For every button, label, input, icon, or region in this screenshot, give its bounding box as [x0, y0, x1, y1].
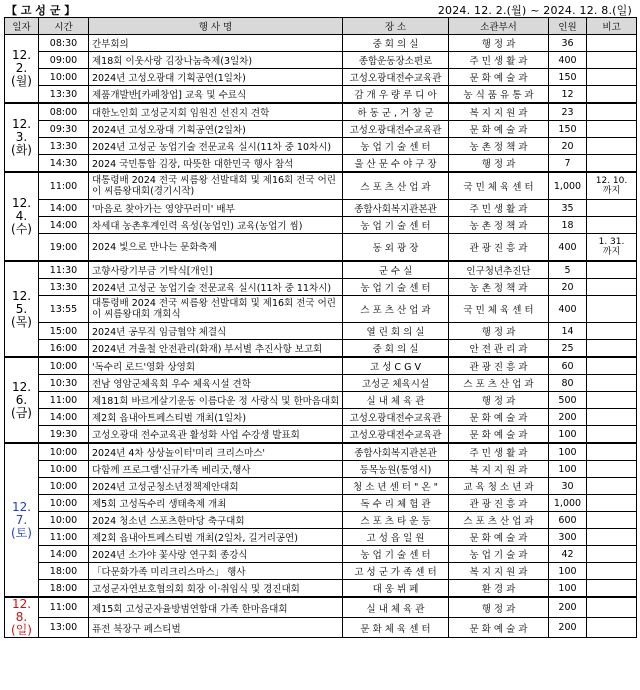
- place-cell: 고성오광대전수교육관: [343, 426, 449, 444]
- time-cell: 14:00: [39, 200, 89, 217]
- dept-cell: 복 지 지 원 과: [449, 563, 549, 580]
- count-cell: 500: [549, 392, 587, 409]
- day-cell: 12. 3. (화): [5, 103, 39, 172]
- count-cell: 150: [549, 69, 587, 86]
- dept-cell: 스 포 츠 산 업 과: [449, 375, 549, 392]
- table-row: [5, 426, 637, 444]
- note-cell: [587, 323, 637, 340]
- place-cell: 고성오광대전수교육관: [343, 121, 449, 138]
- table-row: [5, 546, 637, 563]
- place-cell: 등목농원(통영시): [343, 461, 449, 478]
- schedule-body: [5, 35, 637, 638]
- place-cell: 스 포 츠 산 업 과: [343, 296, 449, 323]
- event-cell: '독수리 로드'영화 상영회: [89, 357, 343, 375]
- count-cell: 400: [549, 296, 587, 323]
- table-row: [5, 323, 637, 340]
- col-header-note: 비고: [587, 18, 637, 35]
- place-cell: 종합운동장소편로: [343, 52, 449, 69]
- dept-cell: 안 전 관 리 과: [449, 340, 549, 358]
- dept-cell: 국 민 체 육 센 터: [449, 172, 549, 200]
- place-cell: 종합사회복지관본관: [343, 200, 449, 217]
- place-cell: 중 회 의 실: [343, 35, 449, 52]
- dept-cell: 주 민 생 활 과: [449, 52, 549, 69]
- event-cell: 2024년 공무직 임금협약 체결식: [89, 323, 343, 340]
- place-cell: 중 회 의 실: [343, 340, 449, 358]
- dept-cell: 행 정 과: [449, 392, 549, 409]
- note-cell: [587, 512, 637, 529]
- note-cell: [587, 279, 637, 296]
- event-cell: 2024년 고성군청소년정책제안대회: [89, 478, 343, 495]
- event-cell: 고성오광대 전수교육관 활성화 사업 수강생 발표회: [89, 426, 343, 444]
- event-cell: 2024년 겨울철 안전관리(화재) 부서별 추진사항 보고회: [89, 340, 343, 358]
- count-cell: 600: [549, 512, 587, 529]
- event-cell: 차세대 농촌후계인력 육성(농업인) 교육(농업기 씸): [89, 217, 343, 234]
- note-cell: [587, 86, 637, 104]
- note-cell: [587, 529, 637, 546]
- time-cell: 14:00: [39, 217, 89, 234]
- time-cell: 18:00: [39, 563, 89, 580]
- count-cell: 12: [549, 86, 587, 104]
- dept-cell: 행 정 과: [449, 35, 549, 52]
- time-cell: 08:00: [39, 103, 89, 121]
- note-cell: [587, 618, 637, 638]
- dept-cell: 농 촌 정 책 과: [449, 217, 549, 234]
- table-row: [5, 580, 637, 598]
- note-cell: [587, 426, 637, 444]
- note-cell: [587, 597, 637, 618]
- table-row: [5, 296, 637, 323]
- count-cell: 20: [549, 279, 587, 296]
- event-cell: 대한노인회 고성군지회 임원진 선진지 견학: [89, 103, 343, 121]
- table-row: [5, 478, 637, 495]
- note-cell: [587, 35, 637, 52]
- schedule-table: [4, 17, 637, 638]
- event-cell: 2024년 고성오광대 기획공연(1일차): [89, 69, 343, 86]
- time-cell: 10:00: [39, 461, 89, 478]
- dept-cell: 국 민 체 육 센 터: [449, 296, 549, 323]
- event-cell: 2024년 고성군 농업기술 전문교육 실시(11차 중 11차시): [89, 279, 343, 296]
- time-cell: 10:30: [39, 375, 89, 392]
- note-cell: 1. 31. 까지: [587, 234, 637, 262]
- count-cell: 80: [549, 375, 587, 392]
- place-cell: 청 소 년 센 터 " 온 ": [343, 478, 449, 495]
- event-cell: 제품개발반[카페창업] 교육 및 수료식: [89, 86, 343, 104]
- count-cell: 23: [549, 103, 587, 121]
- time-cell: 13:00: [39, 618, 89, 638]
- period-label: 2024. 12. 2.(월) ~ 2024. 12. 8.(일): [437, 4, 632, 17]
- event-cell: 다함께 프로그램'신규가족 베리굿,행사: [89, 461, 343, 478]
- dept-cell: 주 민 생 활 과: [449, 443, 549, 461]
- count-cell: 20: [549, 138, 587, 155]
- dept-cell: 문 화 예 술 과: [449, 618, 549, 638]
- header-row: [5, 18, 637, 35]
- dept-cell: 스 포 츠 산 업 과: [449, 512, 549, 529]
- table-row: [5, 512, 637, 529]
- table-row: [5, 495, 637, 512]
- place-cell: 독 수 리 체 험 관: [343, 495, 449, 512]
- dept-cell: 관 광 진 흥 과: [449, 357, 549, 375]
- event-cell: 대통령배 2024 전국 씨름왕 선발대회 및 제16회 전국 어린이 씨름왕대회 개회식: [89, 296, 343, 323]
- org-label: 【 고 성 군 】: [6, 4, 76, 17]
- event-cell: 간부회의: [89, 35, 343, 52]
- col-header-time: 시간: [39, 18, 89, 35]
- time-cell: 11:00: [39, 392, 89, 409]
- col-header-count: 인원: [549, 18, 587, 35]
- note-cell: [587, 69, 637, 86]
- col-header-day: 일자: [5, 18, 39, 35]
- time-cell: 10:00: [39, 357, 89, 375]
- dept-cell: 농 업 기 술 과: [449, 546, 549, 563]
- place-cell: 동 외 광 장: [343, 234, 449, 262]
- note-cell: [587, 340, 637, 358]
- place-cell: 열 린 회 의 실: [343, 323, 449, 340]
- place-cell: 종합사회복지관본관: [343, 443, 449, 461]
- place-cell: 스 포 츠 산 업 과: [343, 172, 449, 200]
- schedule-header: [4, 0, 636, 17]
- event-cell: 전남 영암군체육회 우수 체육시설 견학: [89, 375, 343, 392]
- count-cell: 30: [549, 478, 587, 495]
- place-cell: 실 내 체 육 관: [343, 597, 449, 618]
- note-cell: [587, 443, 637, 461]
- table-row: [5, 443, 637, 461]
- day-cell: 12. 2. (월): [5, 35, 39, 104]
- table-row: [5, 155, 637, 173]
- day-cell: 12. 6. (금): [5, 357, 39, 443]
- table-row: [5, 103, 637, 121]
- col-header-place: 장 소: [343, 18, 449, 35]
- time-cell: 10:00: [39, 495, 89, 512]
- time-cell: 18:00: [39, 580, 89, 598]
- time-cell: 13:30: [39, 86, 89, 104]
- event-cell: 2024년 고성오광대 기획공연(2일차): [89, 121, 343, 138]
- event-cell: 2024년 4차 상상놀이터'미리 크리스마스': [89, 443, 343, 461]
- dept-cell: 관 광 진 흥 과: [449, 495, 549, 512]
- place-cell: 농 업 기 술 센 터: [343, 279, 449, 296]
- dept-cell: 문 화 예 술 과: [449, 121, 549, 138]
- event-cell: 제2회 읍내아트페스티벌 개최(2일차, 길거리공연): [89, 529, 343, 546]
- col-header-dept: 소관부서: [449, 18, 549, 35]
- dept-cell: 문 화 예 술 과: [449, 409, 549, 426]
- count-cell: 400: [549, 234, 587, 262]
- time-cell: 11:00: [39, 597, 89, 618]
- count-cell: 200: [549, 618, 587, 638]
- count-cell: 35: [549, 200, 587, 217]
- table-row: [5, 409, 637, 426]
- note-cell: [587, 217, 637, 234]
- time-cell: 13:55: [39, 296, 89, 323]
- event-cell: '마음로 찾아가는 영양꾸러미' 배부: [89, 200, 343, 217]
- note-cell: [587, 138, 637, 155]
- table-row: [5, 375, 637, 392]
- note-cell: [587, 200, 637, 217]
- table-row: [5, 86, 637, 104]
- note-cell: [587, 261, 637, 279]
- count-cell: 150: [549, 121, 587, 138]
- table-row: [5, 52, 637, 69]
- count-cell: 200: [549, 409, 587, 426]
- table-row: [5, 172, 637, 200]
- event-cell: 제5회 고성독수리 생태축제 개최: [89, 495, 343, 512]
- day-cell: 12. 4. (수): [5, 172, 39, 261]
- count-cell: 36: [549, 35, 587, 52]
- time-cell: 14:00: [39, 546, 89, 563]
- count-cell: 25: [549, 340, 587, 358]
- place-cell: 문 화 체 육 센 터: [343, 618, 449, 638]
- note-cell: [587, 121, 637, 138]
- count-cell: 100: [549, 563, 587, 580]
- note-cell: [587, 155, 637, 173]
- table-row: [5, 121, 637, 138]
- table-row: [5, 69, 637, 86]
- dept-cell: 행 정 과: [449, 323, 549, 340]
- table-row: [5, 217, 637, 234]
- time-cell: 15:00: [39, 323, 89, 340]
- time-cell: 08:30: [39, 35, 89, 52]
- event-cell: 고성군자연보호협의회 회장 이·취임식 및 경진대회: [89, 580, 343, 598]
- event-cell: 2024 빛으로 만나는 문화축제: [89, 234, 343, 262]
- time-cell: 16:00: [39, 340, 89, 358]
- time-cell: 19:00: [39, 234, 89, 262]
- dept-cell: 복 지 지 원 과: [449, 461, 549, 478]
- day-cell: 12. 8. (일): [5, 597, 39, 638]
- place-cell: 고성오광대전수교육관: [343, 409, 449, 426]
- place-cell: 고 성 군 가 족 센 터: [343, 563, 449, 580]
- event-cell: 2024 국민통합 김장, 따뜻한 대한민국 행사 참석: [89, 155, 343, 173]
- place-cell: 고 성 C G V: [343, 357, 449, 375]
- note-cell: [587, 392, 637, 409]
- event-cell: 2024년 고성군 농업기술 전문교육 실시(11차 중 10차시): [89, 138, 343, 155]
- event-cell: 「다문화가족 미리크리스마스」 행사: [89, 563, 343, 580]
- event-cell: 고향사랑기부금 기탁식[개인]: [89, 261, 343, 279]
- count-cell: 100: [549, 443, 587, 461]
- note-cell: [587, 495, 637, 512]
- dept-cell: 행 정 과: [449, 155, 549, 173]
- place-cell: 농 업 기 술 센 터: [343, 138, 449, 155]
- table-row: [5, 340, 637, 358]
- time-cell: 14:30: [39, 155, 89, 173]
- time-cell: 19:30: [39, 426, 89, 444]
- place-cell: 스 포 츠 타 운 등: [343, 512, 449, 529]
- count-cell: 200: [549, 597, 587, 618]
- time-cell: 09:30: [39, 121, 89, 138]
- table-row: [5, 357, 637, 375]
- count-cell: 14: [549, 323, 587, 340]
- table-row: [5, 392, 637, 409]
- time-cell: 13:30: [39, 138, 89, 155]
- note-cell: [587, 563, 637, 580]
- count-cell: 300: [549, 529, 587, 546]
- note-cell: [587, 546, 637, 563]
- dept-cell: 농 촌 정 책 과: [449, 279, 549, 296]
- dept-cell: 주 민 생 활 과: [449, 200, 549, 217]
- dept-cell: 문 화 예 술 과: [449, 426, 549, 444]
- event-cell: 제2회 읍내아트페스티벌 개최(1일차): [89, 409, 343, 426]
- place-cell: 고 성 읍 일 원: [343, 529, 449, 546]
- event-cell: 제18회 이웃사랑 김장나눔축제(3일차): [89, 52, 343, 69]
- note-cell: [587, 52, 637, 69]
- table-row: [5, 279, 637, 296]
- dept-cell: 인구청년추진단: [449, 261, 549, 279]
- note-cell: [587, 409, 637, 426]
- dept-cell: 교 육 청 소 년 과: [449, 478, 549, 495]
- table-row: [5, 261, 637, 279]
- count-cell: 1,000: [549, 172, 587, 200]
- note-cell: [587, 478, 637, 495]
- place-cell: 농 업 기 술 센 터: [343, 217, 449, 234]
- event-cell: 2024년 소가야 꽃사랑 연구회 종강식: [89, 546, 343, 563]
- count-cell: 42: [549, 546, 587, 563]
- time-cell: 11:00: [39, 529, 89, 546]
- time-cell: 14:00: [39, 409, 89, 426]
- time-cell: 11:30: [39, 261, 89, 279]
- place-cell: 울 산 문 수 야 구 장: [343, 155, 449, 173]
- count-cell: 5: [549, 261, 587, 279]
- count-cell: 100: [549, 426, 587, 444]
- dept-cell: 관 광 진 흥 과: [449, 234, 549, 262]
- place-cell: 대 웅 뷔 페: [343, 580, 449, 598]
- event-cell: 퓨전 북장구 페스티벌: [89, 618, 343, 638]
- day-cell: 12. 5. (목): [5, 261, 39, 357]
- place-cell: 하 동 군 , 거 창 군: [343, 103, 449, 121]
- note-cell: [587, 357, 637, 375]
- table-row: [5, 200, 637, 217]
- count-cell: 100: [549, 461, 587, 478]
- table-row: [5, 618, 637, 638]
- place-cell: 농 업 기 술 센 터: [343, 546, 449, 563]
- table-row: [5, 529, 637, 546]
- place-cell: 실 내 체 육 관: [343, 392, 449, 409]
- note-cell: [587, 103, 637, 121]
- count-cell: 400: [549, 52, 587, 69]
- time-cell: 10:00: [39, 478, 89, 495]
- event-cell: 제15회 고성군자율방범연합대 가족 한마음대회: [89, 597, 343, 618]
- table-row: [5, 35, 637, 52]
- event-cell: 제181회 바르게살기운동 이름다운 정 사랑식 및 한마음대회: [89, 392, 343, 409]
- dept-cell: 문 화 예 술 과: [449, 69, 549, 86]
- col-header-event: 행 사 명: [89, 18, 343, 35]
- time-cell: 09:00: [39, 52, 89, 69]
- dept-cell: 행 정 과: [449, 597, 549, 618]
- dept-cell: 환 경 과: [449, 580, 549, 598]
- count-cell: 18: [549, 217, 587, 234]
- time-cell: 13:30: [39, 279, 89, 296]
- time-cell: 10:00: [39, 69, 89, 86]
- note-cell: 12. 10. 까지: [587, 172, 637, 200]
- count-cell: 60: [549, 357, 587, 375]
- time-cell: 11:00: [39, 172, 89, 200]
- place-cell: 감 개 우 량 루 디 아: [343, 86, 449, 104]
- dept-cell: 문 화 예 술 과: [449, 529, 549, 546]
- place-cell: 고성오광대전수교육관: [343, 69, 449, 86]
- count-cell: 100: [549, 580, 587, 598]
- note-cell: [587, 375, 637, 392]
- dept-cell: 복 지 지 원 과: [449, 103, 549, 121]
- count-cell: 7: [549, 155, 587, 173]
- dept-cell: 농 식 품 유 통 과: [449, 86, 549, 104]
- event-cell: 대통령배 2024 전국 씨름왕 선발대회 및 제16회 전국 어린이 씨름왕대회(경기시작): [89, 172, 343, 200]
- table-row: [5, 461, 637, 478]
- place-cell: 군 수 실: [343, 261, 449, 279]
- place-cell: 고성군 체육시설: [343, 375, 449, 392]
- note-cell: [587, 461, 637, 478]
- note-cell: [587, 580, 637, 598]
- time-cell: 10:00: [39, 512, 89, 529]
- table-row: [5, 597, 637, 618]
- event-cell: 2024 청소년 스포츠한마당 축구대회: [89, 512, 343, 529]
- note-cell: [587, 296, 637, 323]
- table-row: [5, 234, 637, 262]
- table-row: [5, 563, 637, 580]
- table-row: [5, 138, 637, 155]
- day-cell: 12. 7. (토): [5, 443, 39, 597]
- count-cell: 1,000: [549, 495, 587, 512]
- time-cell: 10:00: [39, 443, 89, 461]
- dept-cell: 농 촌 정 책 과: [449, 138, 549, 155]
